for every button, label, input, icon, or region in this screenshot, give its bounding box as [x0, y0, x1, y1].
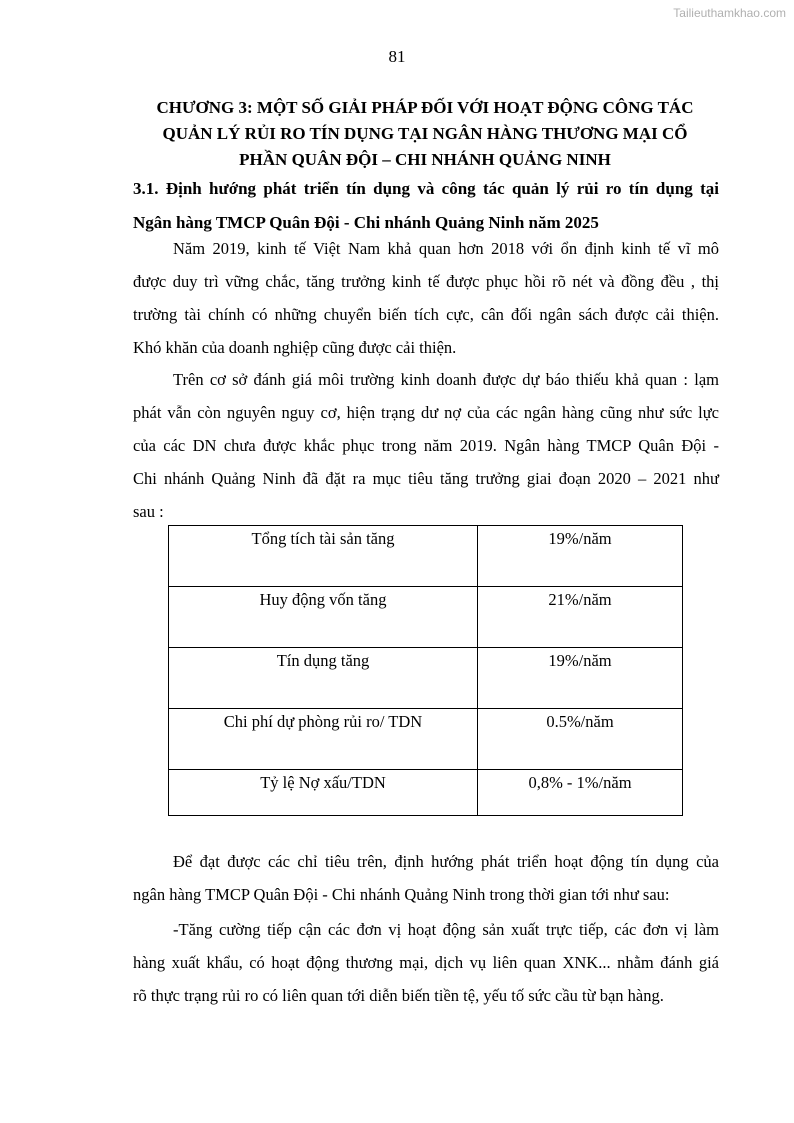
text-line: Chi nhánh Quảng Ninh đã đặt ra mục tiêu tăng trưởng giai đoạn 2020 – 2021 như — [133, 469, 719, 488]
section-heading-line: 3.1. Định hướng phát triển tín dụng và công tác quản lý rủi ro tín dụng tại — [133, 179, 719, 198]
paragraph-2 — [133, 363, 719, 528]
text-line: Để đạt được các chỉ tiêu trên, định hướng phát triển hoạt động tín dụng của — [173, 852, 719, 871]
paragraph-3 — [133, 845, 719, 911]
watermark: Tailieuthamkhao.com — [673, 6, 786, 20]
text-line: rõ thực trạng rủi ro có liên quan tới diễn biến tiền tệ, yếu tố sức cầu từ bạn hàng. — [133, 986, 664, 1005]
text-line: ngân hàng TMCP Quân Đội - Chi nhánh Quảng Ninh trong thời gian tới như sau: — [133, 885, 670, 904]
table-cell-label: Chi phí dự phòng rủi ro/ TDN — [169, 709, 478, 770]
page-number: 81 — [388, 47, 406, 66]
text-line: trường tài chính có những chuyển biến tích cực, cân đối ngân sách được cải thiện. — [133, 305, 719, 324]
paragraph-4 — [133, 913, 719, 1012]
targets-table — [168, 525, 683, 816]
table-cell-value: 21%/năm — [478, 587, 683, 648]
paragraph-1 — [133, 232, 719, 364]
section-heading — [133, 172, 719, 240]
chapter-title — [120, 95, 730, 173]
text-line: được duy trì vững chắc, tăng trưởng kinh tế được phục hồi rõ nét và đồng đều , thị — [133, 272, 719, 291]
table-row — [169, 770, 683, 816]
table-cell-value: 19%/năm — [478, 648, 683, 709]
table-row — [169, 526, 683, 587]
chapter-title-line: CHƯƠNG 3: MỘT SỐ GIẢI PHÁP ĐỐI VỚI HOẠT ĐỘNG CÔNG TÁC — [156, 98, 694, 117]
table-row — [169, 648, 683, 709]
text-line: phát vẫn còn nguyên nguy cơ, hiện trạng dư nợ của các ngân hàng cũng như sức lực — [133, 403, 719, 422]
text-line: -Tăng cường tiếp cận các đơn vị hoạt động sản xuất trực tiếp, các đơn vị làm — [173, 920, 719, 939]
table-cell-value: 19%/năm — [478, 526, 683, 587]
text-line: Trên cơ sở đánh giá môi trường kinh doanh được dự báo thiếu khả quan : lạm — [173, 370, 719, 389]
table-cell-value: 0.5%/năm — [478, 709, 683, 770]
table-cell-value: 0,8% - 1%/năm — [478, 770, 683, 816]
table-cell-label: Huy động vốn tăng — [169, 587, 478, 648]
chapter-title-line: QUẢN LÝ RỦI RO TÍN DỤNG TẠI NGÂN HÀNG THƯƠNG MẠI CỔ — [162, 124, 688, 143]
table-row — [169, 587, 683, 648]
table-row — [169, 709, 683, 770]
text-line: Khó khăn của doanh nghiệp cũng được cải thiện. — [133, 338, 457, 357]
text-line: Năm 2019, kinh tế Việt Nam khả quan hơn 2018 với ổn định kinh tế vĩ mô — [173, 239, 719, 258]
text-line: sau : — [133, 502, 164, 521]
text-line: hàng xuất khẩu, có hoạt động thương mại, dịch vụ liên quan XNK... nhằm đánh giá — [133, 953, 719, 972]
section-heading-line: Ngân hàng TMCP Quân Đội - Chi nhánh Quảng Ninh năm 2025 — [133, 213, 599, 232]
table-cell-label: Tổng tích tài sản tăng — [169, 526, 478, 587]
table-cell-label: Tỷ lệ Nợ xấu/TDN — [169, 770, 478, 816]
text-line: của các DN chưa được khắc phục trong năm 2019. Ngân hàng TMCP Quân Đội - — [133, 436, 719, 455]
table-cell-label: Tín dụng tăng — [169, 648, 478, 709]
chapter-title-line: PHẦN QUÂN ĐỘI – CHI NHÁNH QUẢNG NINH — [239, 150, 611, 169]
